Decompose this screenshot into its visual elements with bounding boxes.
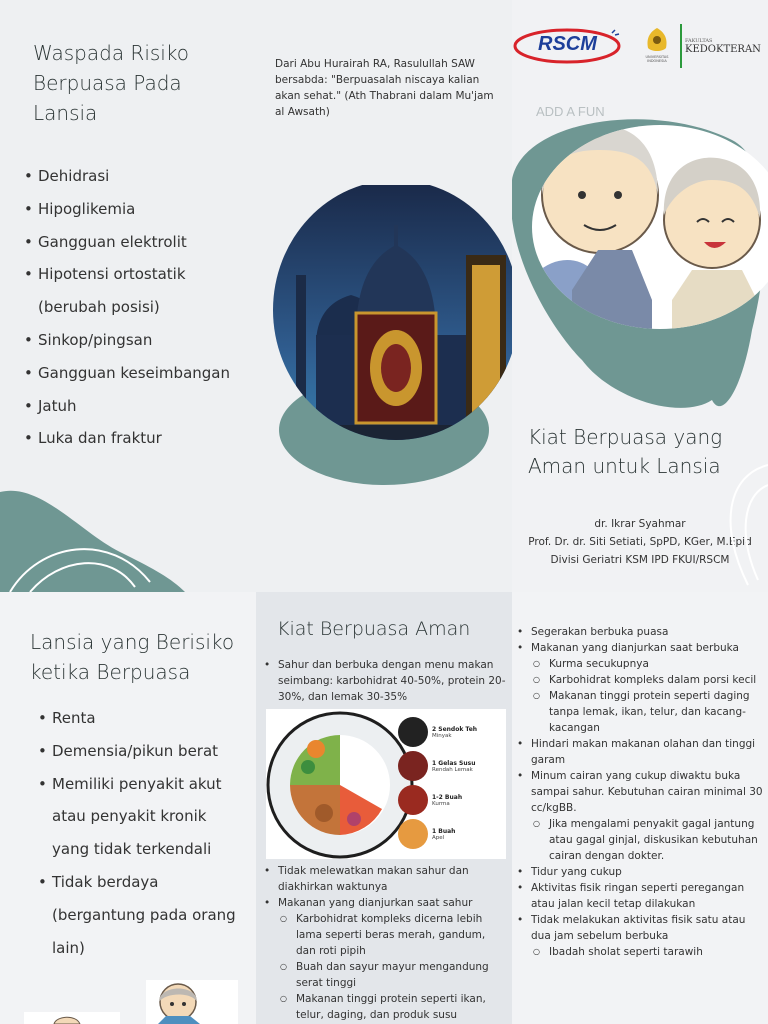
legend-label: 1-2 Buah: [432, 793, 463, 801]
list-item: • Sinkop/pingsan: [22, 324, 254, 357]
safe-tips-list-c: [515, 624, 765, 960]
at-risk-list: [36, 702, 242, 964]
legend-sublabel: Apel: [432, 834, 445, 841]
fluid-sublist: [531, 816, 765, 864]
safe-tips-list-b: [262, 863, 508, 1023]
risk-list: [22, 160, 254, 455]
list-item: • Hipotensi ortostatik (berubah posisi): [22, 258, 254, 324]
panel-risks: [0, 0, 256, 592]
panel-safe-tips: [256, 592, 512, 1024]
legend-sublabel: Rendah Lemak: [432, 766, 473, 773]
cover-title: Kiat Berpuasa yang Aman untuk Lansia: [528, 425, 723, 478]
milk-icon: [398, 751, 428, 781]
list-item-text: Minum cairan yang cukup diwaktu buka sampai sahur. Kebutuhan cairan minimal 30 cc/kgBB.: [531, 770, 763, 814]
sub-list-item: ○ Kurma secukupnya: [531, 656, 765, 672]
panel-at-risk-title: Lansia yang Berisiko ketika Berpuasa: [30, 630, 235, 684]
list-item: [262, 895, 508, 1023]
elderly-woman-image: [146, 980, 238, 1024]
plate-legend: [398, 715, 506, 851]
safe-tips-list-a: [262, 657, 508, 705]
legend-sublabel: Kurma: [432, 800, 450, 807]
apple-icon: [398, 819, 428, 849]
sub-list-item: ○ Jika mengalami penyakit gagal jantung atau gagal ginjal, diskusikan kebutuhan cairan dengan dokter.: [531, 816, 765, 864]
sahur-sublist: [278, 911, 508, 1023]
author-name: dr. Ikrar Syahmar: [594, 518, 686, 530]
list-item: • Dehidrasi: [22, 160, 254, 193]
decorative-lines: [708, 455, 768, 592]
legend-label: 1 Gelas Susu: [432, 759, 476, 767]
sub-list-item: ○ Karbohidrat kompleks dicerna lebih lama seperti beras merah, gandum, dan roti pipih: [278, 911, 508, 959]
list-item: • Tidur yang cukup: [515, 864, 765, 880]
author-affiliation: Divisi Geriatri KSM IPD FKUI/RSCM: [550, 554, 730, 566]
ui-logo: [642, 26, 672, 68]
list-item: • Gangguan elektrolit: [22, 226, 254, 259]
dates-icon: [398, 785, 428, 815]
fk-logo-big: KEDOKTERAN: [685, 44, 761, 55]
panel-hadith: [256, 0, 512, 592]
rscm-logo: [512, 25, 622, 65]
legend-label: 1 Buah: [432, 827, 456, 835]
legend-dates: [398, 783, 506, 817]
legend-apple: [398, 817, 506, 851]
author-name: Prof. Dr. dr. Siti Setiati, SpPD, KGer, M.Epid: [528, 536, 752, 548]
legend-oil: [398, 715, 506, 749]
ghost-placeholder-text: ADD A FUN: [536, 104, 605, 119]
panel-cover: [512, 0, 768, 592]
list-item: • Jatuh: [22, 390, 254, 423]
list-item-text: Tidak melakukan aktivitas fisik satu atau dua jam sebelum berbuka: [531, 914, 746, 942]
activity-sublist: [531, 944, 765, 960]
balanced-plate-infographic: [266, 709, 506, 859]
list-item: • Hipoglikemia: [22, 193, 254, 226]
panel-safe-tips-title: Kiat Berpuasa Aman: [277, 618, 471, 640]
list-item: [515, 640, 765, 736]
list-item-text: Makanan yang dianjurkan saat sahur: [278, 897, 473, 909]
mosque-quran-image: [256, 185, 512, 485]
sub-list-item: ○ Makanan tinggi protein seperti daging tanpa lemak, ikan, telur, dan kacang-kacangan: [531, 688, 765, 736]
list-item: • Tidak melewatkan makan sahur dan diakhirkan waktunya: [262, 863, 508, 895]
list-item: [515, 768, 765, 864]
list-item: • Segerakan berbuka puasa: [515, 624, 765, 640]
sub-list-item: ○ Karbohidrat kompleks dalam porsi kecil: [531, 672, 765, 688]
list-item: • Tidak berdaya (bergantung pada orang lain): [36, 866, 242, 964]
legend-label: 2 Sendok Teh: [432, 725, 478, 733]
sub-list-item: ○ Buah dan sayur mayur mengandung serat tinggi: [278, 959, 508, 991]
elderly-man-image: [24, 1012, 120, 1024]
list-item: • Hindari makan makanan olahan dan tinggi garam: [515, 736, 765, 768]
panel-safe-tips-cont: [512, 592, 768, 1024]
sub-list-item: ○ Ibadah sholat seperti tarawih: [531, 944, 765, 960]
panel-risks-title: Waspada Risiko Berpuasa Pada Lansia: [33, 41, 189, 125]
list-item: [515, 912, 765, 960]
list-item: • Sahur dan berbuka dengan menu makan seimbang: karbohidrat 40-50%, protein 20-30%, dan lemak 30-35%: [262, 657, 508, 705]
list-item-text: Makanan yang dianjurkan saat berbuka: [531, 642, 739, 654]
iftar-sublist: [531, 656, 765, 736]
list-item: • Luka dan fraktur: [22, 422, 254, 455]
list-item: • Memiliki penyakit akut atau penyakit kronik yang tidak terkendali: [36, 768, 242, 866]
list-item: • Demensia/pikun berat: [36, 735, 242, 768]
ui-logo-text: UNIVERSITAS INDONESIA: [645, 55, 669, 63]
sub-list-item: ○ Makanan tinggi protein seperti ikan, telur, daging, dan produk susu: [278, 991, 508, 1023]
list-item: • Aktivitas fisik ringan seperti peregangan atau jalan kecil tetap dilakukan: [515, 880, 765, 912]
panel-at-risk: [0, 592, 256, 1024]
fk-logo-small: FAKULTAS: [685, 38, 713, 44]
legend-sublabel: Minyak: [432, 732, 452, 739]
elderly-couple-image: [512, 100, 768, 420]
logo-divider: [680, 24, 682, 68]
oil-icon: [398, 717, 428, 747]
list-item: • Renta: [36, 702, 242, 735]
list-item: • Gangguan keseimbangan: [22, 357, 254, 390]
legend-milk: [398, 749, 506, 783]
decorative-wave: [0, 472, 256, 592]
hadith-quote: Dari Abu Hurairah RA, Rasulullah SAW bersabda: "Berpuasalah niscaya kalian akan sehat." (Ath Thabrani dalam Mu'jam al Awsath): [275, 58, 494, 118]
rscm-logo-text: RSCM: [538, 33, 597, 55]
